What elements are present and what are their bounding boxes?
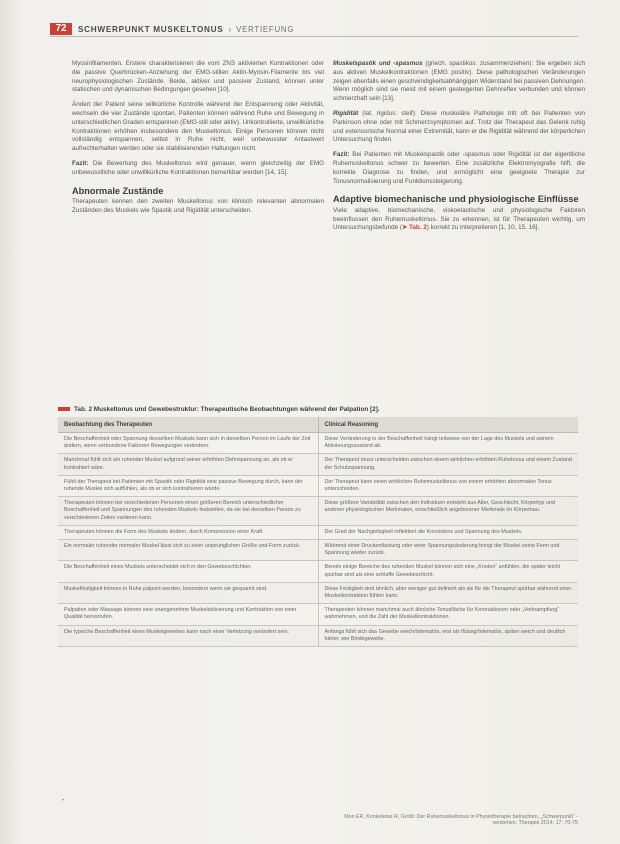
column-header: Beobachtung des Therapeuten: [58, 417, 318, 433]
paragraph: Myosinfilamenten. Erstere charakterisieren die vom ZNS aktivierten Kontraktionen oder die passive Querbrücken-Anziehung der EMG-stillen Aktin-Myosin-Filamente bis viel neurophysiologischen Zustände. Beide, aktiver und passiver Zustand, können unter statischen und dynamischen Bedingungen gesehen [10].: [72, 60, 324, 94]
paragraph-text: Die Bewertung des Muskeltonus wird genauer, wenn gleichzeitig der EMG unbewusstliche oder unwillkürliche Kontraktionen bemerkbar werden [14, 15].: [72, 159, 324, 176]
reasoning-cell: Diese Veränderung in der Beschaffenheit hängt teilweise von der Lage des Muskels und seinem Aktivierungszustand ab.: [318, 433, 578, 454]
observation-cell: Therapeuten können bei verschiedenen Personen einen größeren Bereich unterschiedlicher Beschaffenheit und Spannungen des ruhenden Muskels feststellen, da sie bei derselben Person zu verschiedenen Zeiten variieren kann.: [58, 497, 318, 526]
defined-term: Rigidität: [333, 109, 359, 117]
definition-paragraph: [333, 60, 585, 104]
paragraph: [333, 207, 585, 233]
paragraph: Therapeuten kennen den zweiten Muskeltonus von klinisch relevanten abnormalen Zuständen des Muskels wie Spastik und Rigidität unterscheiden.: [72, 198, 324, 214]
table-header-row: [58, 417, 578, 433]
run-in-label: Fazit:: [72, 159, 89, 167]
observation-cell: Muskelfestigkeit können in Ruhe palpiert werden, besonders wenn sie gespannt sind.: [58, 582, 318, 603]
table-2: [58, 404, 578, 647]
definition-paragraph: [333, 110, 585, 145]
footer-marker: •: [62, 798, 65, 804]
right-column: [333, 60, 585, 239]
reasoning-cell: Diese Festigkeit sind ähnlich, aber weniger gut definiert als sie für die Therapeut spürbar während einer Muskelkontraktion fühlen kann.: [318, 582, 578, 603]
table-row: [58, 604, 578, 625]
table-row: [58, 475, 578, 496]
header-rule: [50, 36, 578, 37]
observation-cell: Die Beschaffenheit eines Muskels unterscheidet sich in den Gewebeschichten.: [58, 561, 318, 582]
reasoning-cell: Während einer Druckentlastung oder einer Spannungsänderung bringt der Muskel seine Form und Spannung wieder zurück.: [318, 540, 578, 561]
reasoning-cell: Der Therapeut kann einen wirklichen Ruhemuskeltonus von einem erhöhten abnormalen Tonus unterscheiden.: [318, 475, 578, 496]
table-row: [58, 525, 578, 539]
paragraph-text: (griech. spastikos: zusammenziehen): Sie ergeben sich aus aktiven Muskelkontraktionen (EMG positiv). Diese pathologischen Veränderungen zeigen ebenfalls einen geschwindigkeitsabhängigen Widerstand bei passiven Dehnungen. Wenn möglich sind sie meist mit einem gesteigerten Dehnreflex verbunden und können schmerzhaft sein [13].: [333, 60, 585, 103]
table-row: [58, 497, 578, 526]
defined-term: Muskelspastik und -spasmus: [333, 60, 423, 67]
table-row: [58, 561, 578, 582]
reasoning-cell: Anfangs fühlt sich das Gewebe weich/ödematös, erst als flüssig/ödematös, später weich und deutlich härter, wie Bindegewebe.: [318, 625, 578, 646]
observation-cell: Die typische Beschaffenheit eines Muskelgewebes kann nach einer Verletzung verändert sein.: [58, 625, 318, 646]
footer-citation: Mon ER, Konkeletus R, Gröbl: Der Ruhemuskeltonus in Physiotherapie betrachten, „Schwerpunkt“ - verstehen. Therapie 2014; 17: 70-75: [344, 814, 578, 826]
running-header: [50, 22, 294, 36]
reasoning-cell: Der Grad der Nachgiebigkeit reflektiert die Konsistenz und Spannung des Muskels.: [318, 525, 578, 539]
paragraph-text: Viele adaptive, biomechanische, viskoelastische und physiologische Faktoren beeinflussen den Ruhemuskeltonus. Sie zu erkennen, ist für Therapeuten wichtig, um Untersuchungsbefunde (: [333, 206, 585, 232]
section-heading: Abnormale Zustände: [72, 185, 164, 196]
table-row: [58, 582, 578, 603]
reasoning-cell: Diese größere Variabilität zwischen den Individuen entsteht aus Alter, Geschlecht, Körpertyp und anderen physiologischen Merkmalen, einschließlich angeborener Merkmale im Körperbau.: [318, 497, 578, 526]
paragraph-text: (lat. rigidus: steif): Diese muskuläre Pathologie tritt oft bei Patienten von Parkinson ohne oder mit Schmerzsymptomen auf. Trotz der Therapeut das Gelenk ruhig und extensorische Normal einer Extremität, kann er die Rigidität während der körperlichen Untersuchung finden.: [333, 109, 585, 144]
conclusion-paragraph: [72, 160, 324, 178]
table-row: [58, 540, 578, 561]
paragraph-text: ) korrekt zu interpretieren [1, 10, 15, 16].: [426, 224, 540, 232]
table-row: [58, 454, 578, 475]
reasoning-cell: Der Therapeut muss unterscheiden zwischen einem wirklichen erhöhten Ruhetonus und einem Zustand der Schutzspannung.: [318, 454, 578, 475]
observation-cell: Therapeuten können die Form des Muskels ändern, durch Kompression einer Kraft.: [58, 525, 318, 539]
table-row: [58, 625, 578, 646]
observation-cell: Die Beschaffenheit oder Spannung desselben Muskels kann sich in derselben Person im Laufe der Zeit ändern, wenn verbundene Faktoren Bewegungen verändern.: [58, 433, 318, 454]
observation-cell: Fühlt der Therapeut bei Patienten mit Spastik oder Rigidität eine passive Bewegung durch, kann der ruhende Muskel sich auffühlen, als ob er sich kontrahieren würde.: [58, 475, 318, 496]
run-in-label: Fazit:: [333, 151, 350, 159]
paragraph: Ändert der Patient seine willkürliche Kontrolle während der Entspannung oder Aktivität, wechseln die vier Zustände spontan. Patienten können während Ruhe und Bewegung in unterschiedlichen Graden entspannen (EMG-still oder aktiv). Unkontrollierte, unwillkürliche Kontraktionen erhöhen insbesondere den Muskeltonus. Einige Personen können nicht vollständig entspannen, selbst in Ruhe nicht, weil unbewusster Antastwert aufrechterhalten werden oder sie stabilisierenden Haltungen nicht.: [72, 101, 324, 153]
section-heading: Adaptive biomechanische und physiologische Einflüsse: [333, 194, 579, 205]
header-subtitle: VERTIEFUNG: [236, 24, 295, 34]
paragraph-text: Bei Patienten mit Muskelspastik oder -spasmus oder Rigidität ist der eigentliche Ruhemuskeltonus schwer zu bewerten. Eine zusätzliche Elektromyografie hilft, die korrekte Diagnose zu finden, und ermöglicht eine geeignete Therapie zur Tonusnormalisierung und Funktionssteigerung.: [333, 151, 585, 185]
header-separator: ›: [228, 24, 232, 34]
caption-marker-icon: [58, 407, 70, 411]
reasoning-cell: Therapeuten können manchmal auch ähnliche Tonusfläche für Kontraktionen oder „Verkrampfung“ wahrnehmen, und die Zahl der Muskelkontraktionen.: [318, 604, 578, 625]
table-caption: [58, 404, 578, 414]
table-reference-link[interactable]: ➤ Tab. 2: [401, 224, 427, 232]
observation-cell: Manchmal fühlt sich ein ruhender Muskel aufgrund seiner erhöhten Dehnspannung an, als ob er kontrahiert wäre.: [58, 454, 318, 475]
observation-cell: Palpation oder Massage können eine unangenehme Muskelaktivierung und Kontraktion von einer Qualität hervorrufen.: [58, 604, 318, 625]
header-title: SCHWERPUNKT MUSKELTONUS: [78, 24, 224, 34]
observation-cell: Ein normaler ruhender normaler Muskel lässt sich zu einer ursprünglichen Größe und Form zurück.: [58, 540, 318, 561]
table-row: [58, 433, 578, 454]
observation-table: [58, 417, 578, 647]
left-column: [72, 60, 324, 222]
caption-text: Tab. 2 Muskeltonus und Gewebestruktur: Therapeutische Beobachtungen während der Palpation [2].: [74, 405, 380, 413]
reasoning-cell: Bereits einige Bereiche des ruhenden Muskel können sich eine „Knoten“ anfühlen, die später leicht spürbar sind als eine schlaffe Gewebeschicht.: [318, 561, 578, 582]
conclusion-paragraph: [333, 151, 585, 186]
page-number: 72: [50, 23, 72, 35]
column-header: Clinical Reasoning: [318, 417, 578, 433]
